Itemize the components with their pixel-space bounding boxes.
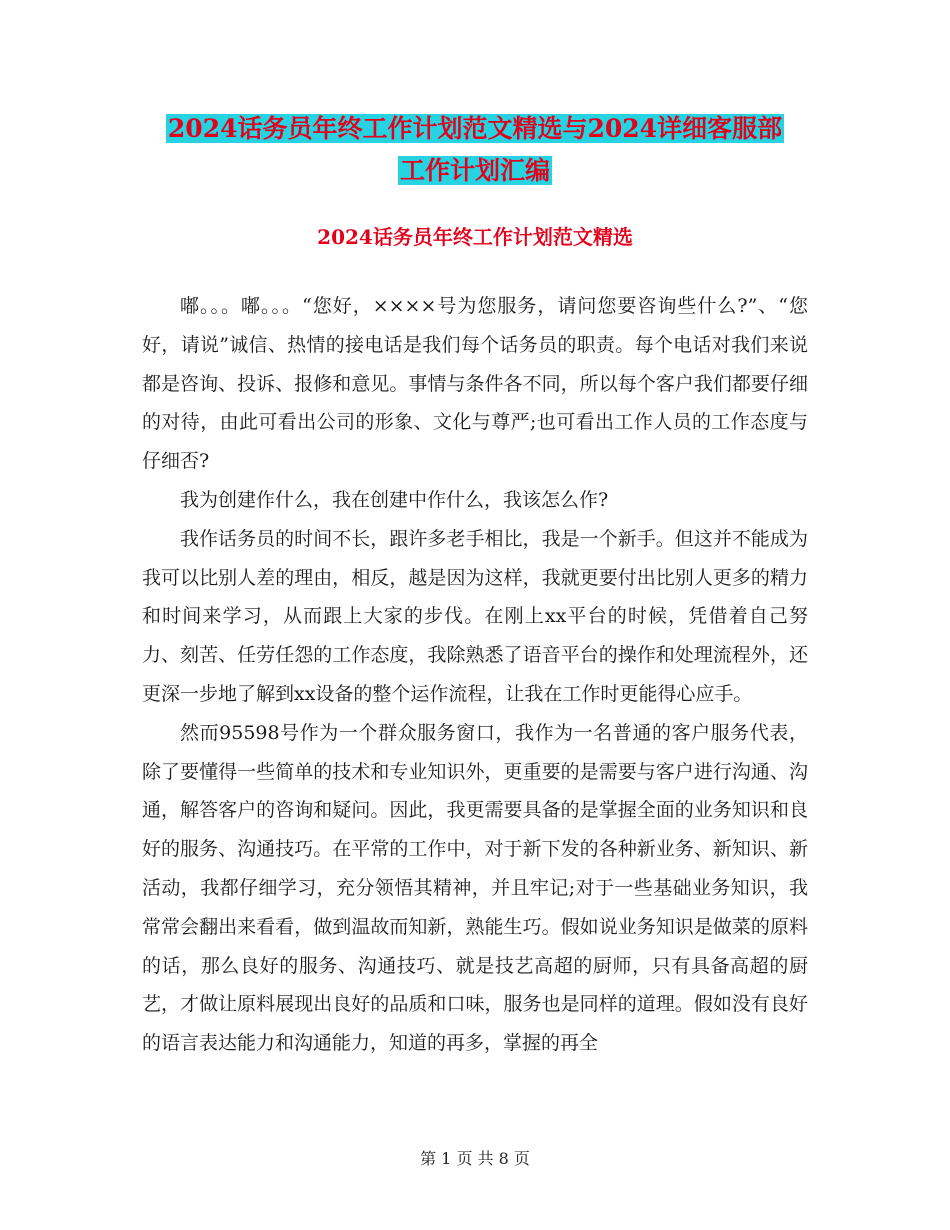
- title-line-2: 工作计划汇编: [399, 156, 550, 185]
- page-number-footer: 第 1 页 共 8 页: [420, 1149, 530, 1168]
- title-line-1: 2024话务员年终工作计划范文精选与2024详细客服部: [167, 114, 783, 143]
- section-title: 2024话务员年终工作计划范文精选: [317, 225, 633, 249]
- document-body: [142, 287, 808, 1063]
- body-paragraph: 我为创建作什么，我在创建中作什么，我该怎么作?: [180, 488, 609, 511]
- body-paragraph: 我作话务员的时间不长，跟许多老手相比，我是一个新手。但这并不能成为我可以比别人差的理由，相反，越是因为这样，我就更要付出比别人更多的精力和时间来学习，从而跟上大家的步伐。在刚上xx平台的时候，凭借着自己努力、刻苦、任劳任怨的工作态度，我除熟悉了语音平台的操作和处理流程外，还更深一步地了解到xx设备的整个运作流程，让我在工作时更能得心应手。: [142, 527, 808, 705]
- body-paragraph: 然而95598号作为一个群众服务窗口，我作为一名普通的客户服务代表，除了要懂得一些简单的技术和专业知识外，更重要的是需要与客户进行沟通、沟通，解答客户的咨询和疑问。因此，我更需要具备的是掌握全面的业务知识和良好的服务、沟通技巧。在平常的工作中，对于新下发的各种新业务、新知识、新活动，我都仔细学习，充分领悟其精神，并且牢记;对于一些基础业务知识，我常常会翻出来看看，做到温故而知新，熟能生巧。假如说业务知识是做菜的原料的话，那么良好的服务、沟通技巧、就是技艺高超的厨师，只有具备高超的厨艺，才做让原料展现出良好的品质和口味，服务也是同样的道理。假如没有良好的语言表达能力和沟通能力，知道的再多，掌握的再全: [142, 721, 808, 1055]
- document-title: [142, 108, 808, 192]
- body-paragraph: 嘟。。。嘟。。。“您好，××××号为您服务，请问您要咨询些什么?”、“您好，请说”诚信、热情的接电话是我们每个话务员的职责。每个电话对我们来说都是咨询、投诉、报修和意见。事情与条件各不同，所以每个客户我们都要仔细的对待，由此可看出公司的形象、文化与尊严;也可看出工作人员的工作态度与仔细否?: [142, 295, 808, 473]
